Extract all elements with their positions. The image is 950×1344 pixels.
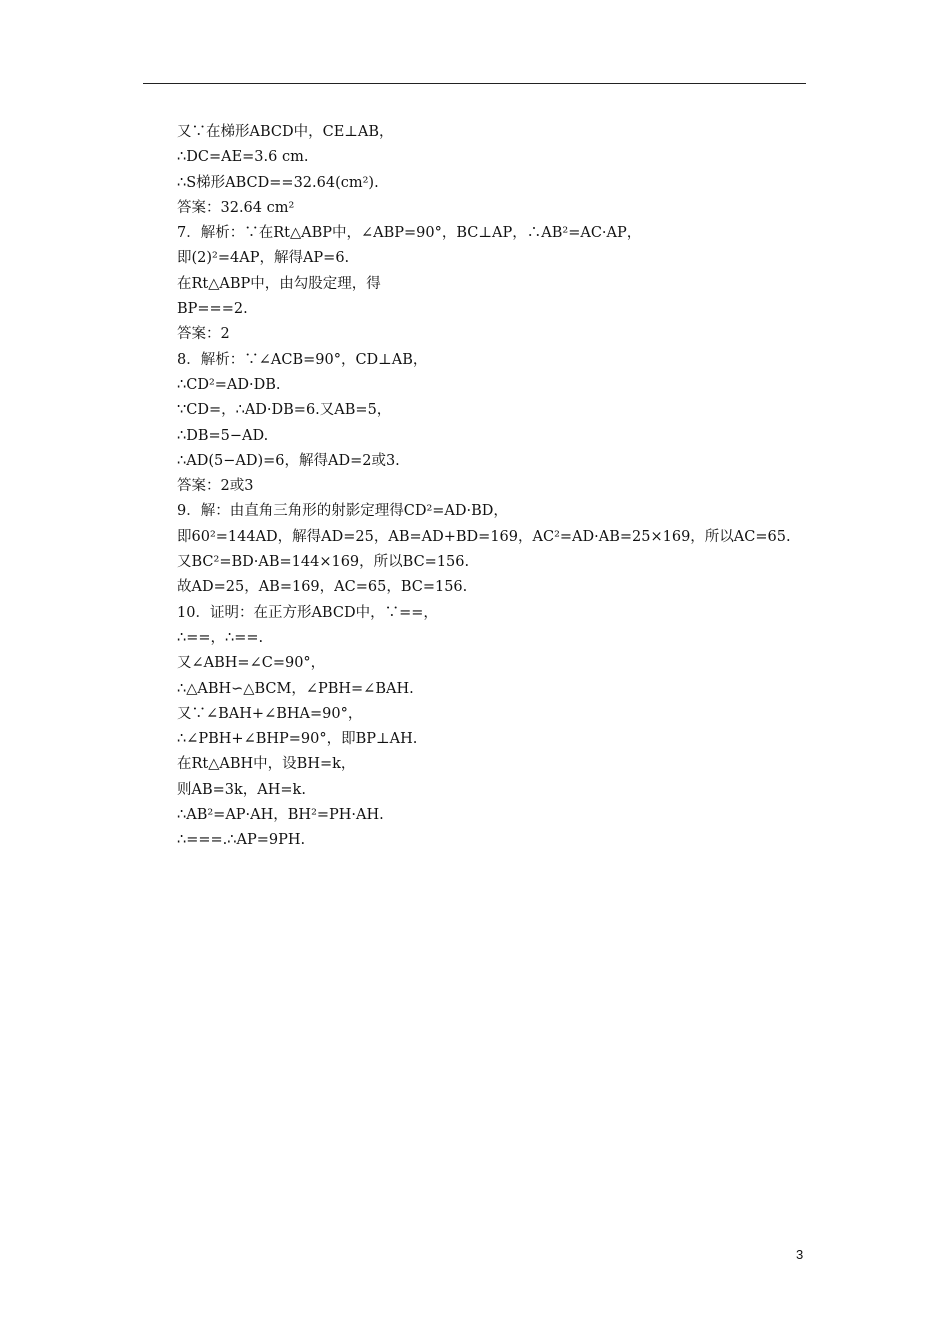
text-line: 又∵∠BAH+∠BHA=90°， <box>177 705 363 722</box>
document-body <box>177 120 817 854</box>
text-line: 在Rt△ABP中，由勾股定理，得 <box>177 275 381 292</box>
text-line: 8．解析：∵∠ACB=90°，CD⊥AB， <box>177 351 428 368</box>
text-line: 则AB=3k，AH=k. <box>177 781 306 798</box>
text-line: ∴CD²=AD·DB. <box>177 376 281 393</box>
text-line: 即60²=144AD，解得AD=25，AB=AD+BD=169，AC²=AD·AB=25×169，所以AC=65. <box>177 528 791 545</box>
text-line: 即(2)²=4AP，解得AP=6. <box>177 250 350 267</box>
text-line: 故AD=25，AB=169，AC=65，BC=156. <box>177 579 468 596</box>
text-line: ∴DB=5−AD. <box>177 427 269 444</box>
text-line: ∵CD=，∴AD·DB=6.又AB=5， <box>177 402 392 419</box>
header-rule <box>143 83 806 84</box>
answer-line: 答案：32.64 cm² <box>177 199 295 216</box>
text-line: 又∠ABH=∠C=90°， <box>177 655 326 672</box>
text-line: 又∵在梯形ABCD中，CE⊥AB， <box>177 124 394 140</box>
text-line: ∴===.∴AP=9PH. <box>177 832 306 849</box>
answer-line: 答案：2或3 <box>177 478 254 495</box>
text-line: 在Rt△ABH中，设BH=k， <box>177 756 356 773</box>
text-line: 10．证明：在正方形ABCD中，∵==， <box>177 604 438 621</box>
text-line: ∴AD(5−AD)=6，解得AD=2或3. <box>177 452 400 469</box>
text-line: 9．解：由直角三角形的射影定理得CD²=AD·BD， <box>177 503 508 520</box>
answer-line: 答案：2 <box>177 326 230 343</box>
text-line: ∴△ABH∽△BCM，∠PBH=∠BAH. <box>177 680 414 697</box>
text-line: 7．解析：∵在Rt△ABP中，∠ABP=90°，BC⊥AP，∴AB²=AC·AP， <box>177 225 642 242</box>
page-number: 3 <box>796 1247 804 1262</box>
text-line: ∴∠PBH+∠BHP=90°，即BP⊥AH. <box>177 731 418 748</box>
text-line: ∴AB²=AP·AH，BH²=PH·AH. <box>177 807 384 824</box>
text-line: BP===2. <box>177 301 248 318</box>
text-line: ∴==，∴==. <box>177 629 264 646</box>
text-line: ∴S梯形ABCD==32.64(cm²). <box>177 174 379 191</box>
text-line: ∴DC=AE=3.6 cm. <box>177 149 309 166</box>
text-line: 又BC²=BD·AB=144×169，所以BC=156. <box>177 554 470 571</box>
